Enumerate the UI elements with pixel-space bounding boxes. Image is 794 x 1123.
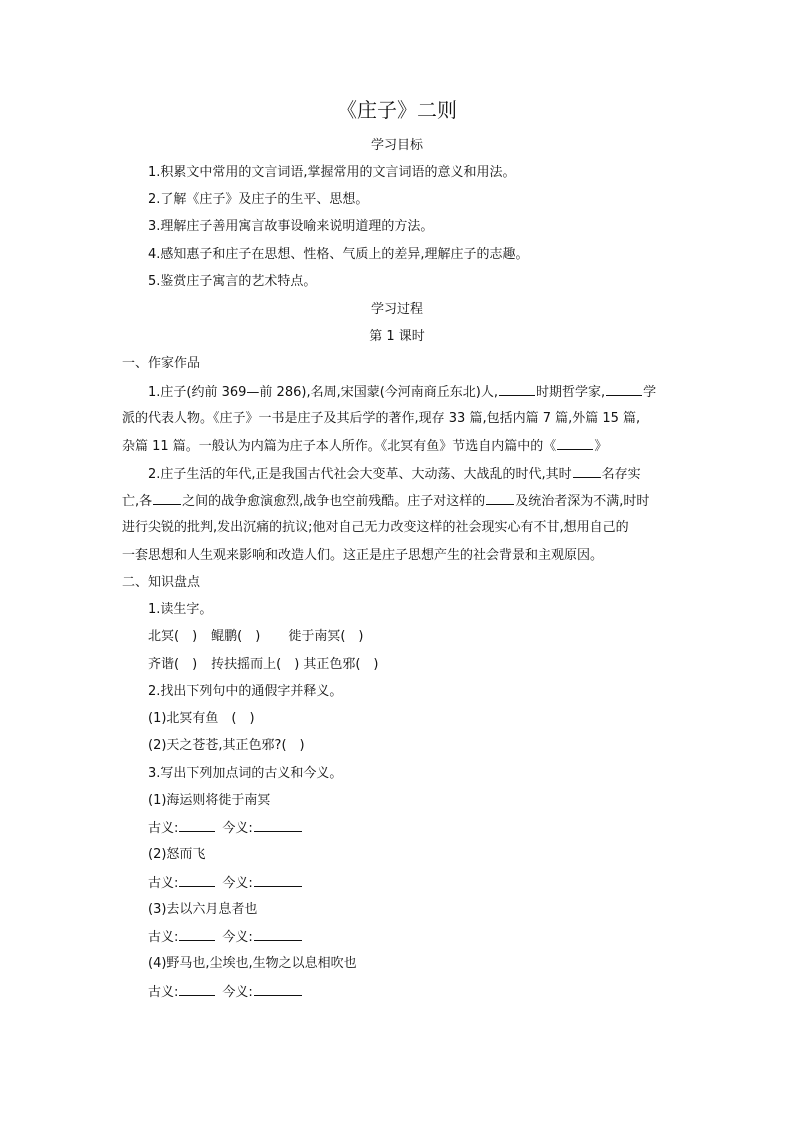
objective-item: 3.理解庄子善用寓言故事设喻来说明道理的方法。 (148, 219, 434, 234)
paragraph-text: 之间的战争愈演愈烈,战争也空前残酷。庄子对这样的 (182, 494, 486, 509)
modern-label: 今义: (222, 985, 253, 1000)
question-item: (1)海运则将徙于南冥 (148, 793, 271, 808)
ancient-blank[interactable] (179, 983, 215, 996)
modern-label: 今义: (222, 930, 253, 945)
answer-line (148, 819, 303, 838)
modern-blank[interactable] (254, 928, 302, 941)
paragraph-line: 进行尖锐的批判,发出沉痛的抗议;他对自己无力改变这样的社会现实心有不甘,想用自己的 (122, 520, 629, 535)
question-item: (3)去以六月息者也 (148, 902, 258, 917)
paragraph-line (122, 437, 607, 456)
fill-blank[interactable] (499, 383, 535, 396)
fill-blank[interactable] (573, 465, 601, 478)
process-heading: 学习过程 (370, 302, 423, 317)
question-label: 1.读生字。 (148, 602, 213, 617)
pinyin-row (148, 656, 378, 674)
paragraph-line: 派的代表人物。《庄子》一书是庄子及其后学的著作,现存 33 篇,包括内篇 7 篇,外篇 15 篇, (122, 411, 641, 426)
paragraph-text: 名存实 (601, 467, 641, 482)
objective-item: 1.积累文中常用的文言词语,掌握常用的文言词语的意义和用法。 (148, 165, 516, 180)
paragraph-text: 杂篇 11 篇。一般认为内篇为庄子本人所作。《北冥有鱼》节选自内篇中的《 (122, 439, 557, 454)
paragraph-line (148, 465, 641, 484)
ancient-label: 古义: (148, 821, 179, 836)
modern-label: 今义: (222, 876, 253, 891)
fill-blank[interactable] (486, 492, 514, 505)
question-label: 2.找出下列句中的通假字并释义。 (148, 684, 343, 699)
ancient-blank[interactable] (179, 819, 215, 832)
paragraph-text: 1.庄子(约前 369—前 286),名周,宋国蒙(今河南商丘东北)人, (148, 385, 498, 400)
paragraph-text: 时期哲学家, (535, 385, 606, 400)
answer-line (148, 874, 303, 893)
answer-line (148, 928, 303, 947)
question-item: (1)北冥有鱼 ( ) (148, 711, 255, 726)
modern-blank[interactable] (254, 819, 302, 832)
page-title: 《庄子》二则 (337, 98, 457, 122)
paragraph-text: 亡,各 (122, 494, 153, 509)
pinyin-item: 抟扶摇而上( ) (211, 657, 300, 672)
ancient-label: 古义: (148, 930, 179, 945)
pinyin-item: 齐谐( ) (148, 657, 198, 672)
section1-heading: 一、作家作品 (122, 356, 201, 371)
question-item: (4)野马也,尘埃也,生物之以息相吹也 (148, 956, 357, 971)
objective-item: 4.感知惠子和庄子在思想、性格、气质上的差异,理解庄子的志趣。 (148, 247, 529, 262)
lesson-label: 第 1 课时 (369, 329, 425, 344)
paragraph-text: 2.庄子生活的年代,正是我国古代社会大变革、大动荡、大战乱的时代,其时 (148, 467, 572, 482)
question-item: (2)怒而飞 (148, 847, 206, 862)
pinyin-item: 徙于南冥( ) (288, 629, 364, 644)
question-label: 3.写出下列加点词的古义和今义。 (148, 766, 343, 781)
section2-heading: 二、知识盘点 (122, 575, 201, 590)
ancient-blank[interactable] (179, 874, 215, 887)
fill-blank[interactable] (153, 492, 181, 505)
ancient-label: 古义: (148, 985, 179, 1000)
ancient-label: 古义: (148, 876, 179, 891)
modern-label: 今义: (222, 821, 253, 836)
paragraph-text: 及统治者深为不满,时时 (515, 494, 650, 509)
objective-item: 5.鉴赏庄子寓言的艺术特点。 (148, 274, 317, 289)
paragraph-line (122, 492, 649, 511)
objective-item: 2.了解《庄子》及庄子的生平、思想。 (148, 192, 369, 207)
question-item: (2)天之苍苍,其正色邪?( ) (148, 738, 305, 753)
modern-blank[interactable] (254, 874, 302, 887)
paragraph-line: 一套思想和人生观来影响和改造人们。这正是庄子思想产生的社会背景和主观原因。 (122, 548, 604, 563)
fill-blank[interactable] (606, 383, 642, 396)
modern-blank[interactable] (254, 983, 302, 996)
pinyin-item: 其正色邪( ) (303, 657, 379, 672)
pinyin-row (148, 628, 363, 646)
paragraph-line (148, 383, 656, 402)
fill-blank[interactable] (557, 437, 593, 450)
paragraph-text: 》 (594, 439, 608, 454)
paragraph-text: 学 (643, 385, 657, 400)
ancient-blank[interactable] (179, 928, 215, 941)
answer-line (148, 983, 303, 1002)
objectives-heading: 学习目标 (370, 138, 423, 153)
pinyin-item: 北冥( ) (148, 629, 198, 644)
pinyin-item: 鲲鹏( ) (211, 629, 261, 644)
